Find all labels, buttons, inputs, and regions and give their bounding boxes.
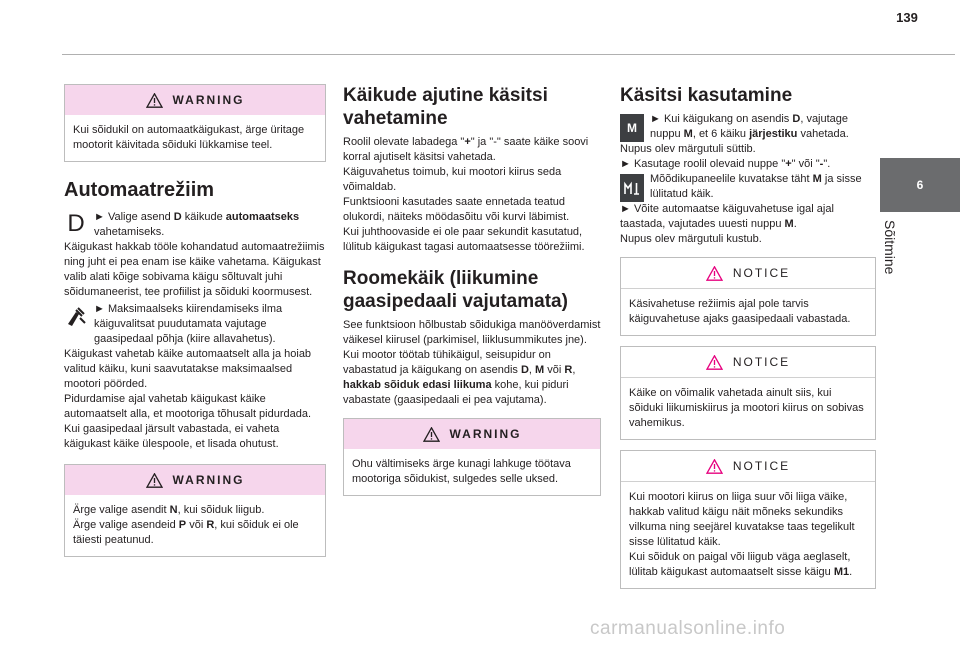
notice-text: Käsivahetuse režiimis ajal pole tarvis käiguvahetuse ajaks gaasipedaali vabastada. [629, 298, 851, 325]
auto-para-4: Käigukast vahetab käike automaatselt alla ja hoiab valitud käiku, kuni saavutatakse maksimaalsed mootori pöörded. [64, 348, 312, 390]
chapter-tab [880, 158, 960, 212]
auto-para-2: Käigukast hakkab tööle kohandatud automaatrežiimis ning juht ei pea enam ise käike vahetama. Käigukast valib alati kõige sobivama käigu sõltuvalt juhi sõidumaneerist, tee profiilist ja sõiduki koormusest. [64, 241, 325, 298]
warning-triangle-icon [146, 473, 163, 488]
auto-para-6: Kui gaasipedaal järsult vabastada, ei vaheta käigukast käike ülespoole, et lisada ohutust. [64, 423, 280, 450]
d-mode-icon: D [67, 210, 85, 237]
warning-header [65, 465, 325, 495]
notice-triangle-icon [706, 459, 723, 474]
warning-box-1 [64, 84, 326, 162]
notice-title: NOTICE [732, 354, 791, 369]
notice-header [621, 451, 875, 482]
notice-triangle-icon [706, 266, 723, 281]
heading-automaatreziim: Automaatrežiim [64, 179, 215, 201]
heading-manual-temporary: Käikude ajutine käsitsi vahetamine [343, 85, 548, 129]
auto-mode-row [64, 210, 326, 240]
manual-row-2 [620, 172, 876, 202]
m-button-icon: M [620, 114, 644, 142]
col3-para-6: Nupus olev märgutuli kustub. [620, 233, 762, 245]
notice-header [621, 347, 875, 378]
col3-para-3: ► Kasutage roolil olevaid nuppe "+" või "-". [620, 158, 831, 170]
notice-box-1 [620, 257, 876, 336]
notice-box-2 [620, 346, 876, 440]
warning-header [65, 85, 325, 115]
warning-text: Ohu vältimiseks ärge kunagi lahkuge töötava mootoriga sõidukist, sulgedes selle uksed. [352, 458, 571, 485]
warning-title: WARNING [172, 92, 245, 107]
notice-title: NOTICE [732, 458, 791, 473]
notice-box-3 [620, 450, 876, 589]
column-1 [64, 84, 326, 557]
col2-para-3: Funktsiooni kasutades saate ennetada teatud olukordi, näiteks möödasõitu või kurvi läbimist. [343, 196, 570, 223]
warning-text: Kui sõidukil on automaatkäigukast, ärge üritage mootorit käivitada sõiduki lükkamise teel. [73, 124, 305, 151]
top-rule [62, 54, 955, 55]
warning-title: WARNING [449, 426, 522, 441]
col3-para-5: ► Võite automaatse käiguvahetuse igal ajal taastada, vajutades uuesti nuppu M. [620, 203, 834, 230]
col2-para-4: Kui juhthoovaside ei ole paar sekundit kasutatud, lülitub käigukast tagasi automaatsesse töörežiimi. [343, 226, 585, 253]
warning-box-2 [64, 464, 326, 557]
column-3 [620, 84, 876, 589]
warning-box-3 [343, 418, 601, 496]
heading-creep: Roomekäik (liikumine gaasipedaali vajutamata) [343, 268, 568, 312]
watermark: carmanualsonline.info [590, 618, 786, 639]
warning-text-2: Ärge valige asendeid P või R, kui sõiduk ei ole täiesti peatunud. [73, 519, 299, 546]
auto-para-3: ► Maksimaalseks kiirendamiseks ilma käiguvalitsat puudutamata vajutage gaasipedaal põhja (kiire allavahetus). [94, 303, 283, 345]
warning-text-1: Ärge valige asendit N, kui sõiduk liigub. [73, 504, 265, 516]
col2-para-5: See funktsioon hõlbustab sõidukiga manööverdamist väikesel kiirusel (parkimisel, liiklusummikutes jne). [343, 319, 601, 346]
warning-title: WARNING [172, 472, 245, 487]
col2-para-2: Käiguvahetus toimub, kui mootori kiirus seda võimaldab. [343, 166, 562, 193]
warning-header [344, 419, 600, 449]
chapter-number: 6 [916, 178, 924, 192]
notice-text: Käike on võimalik vahetada ainult siis, kui sõiduki liikumiskiirus ja mootori kiirus on sobivas vahemikus. [629, 387, 864, 429]
manual-row-1 [620, 112, 876, 142]
col2-para-1: Roolil olevate labadega "+" ja "-" saate käike soovi korral ajutiselt käsitsi vahetada. [343, 136, 589, 163]
kickdown-pedal-icon [64, 304, 88, 328]
notice-text-2: Kui sõiduk on paigal või liigub väga aeglaselt, lülitab käigukast automaatselt sisse käigu M1. [629, 551, 853, 578]
col3-para-4: Mõõdikupaneelile kuvatakse täht M ja sisse lülitatud käik. [650, 173, 862, 200]
col3-para-2: Nupus olev märgutuli süttib. [620, 143, 756, 155]
warning-triangle-icon [423, 427, 440, 442]
warning-triangle-icon [146, 93, 163, 108]
kickdown-row [64, 302, 326, 347]
notice-triangle-icon [706, 355, 723, 370]
notice-header [621, 258, 875, 289]
gear-display-icon [620, 174, 644, 202]
auto-para-5: Pidurdamise ajal vahetab käigukast käike automaatselt alla, et mootoriga tõhusalt pidurdada. [64, 393, 312, 420]
notice-title: NOTICE [732, 265, 791, 280]
notice-text-1: Kui mootori kiirus on liiga suur või liiga väike, hakkab valitud käigu näit mõneks sekundiks vilkuma ning seejärel kuvatakse taas tegelikult sisse lülitatud käik. [629, 491, 855, 548]
auto-para-1: ► Valige asend D käikude automaatseks vahetamiseks. [94, 211, 300, 238]
page-number: 139 [896, 10, 918, 25]
heading-manual-use: Käsitsi kasutamine [620, 85, 793, 106]
column-2 [343, 84, 601, 496]
col3-para-1: ► Kui käigukang on asendis D, vajutage nuppu M, et 6 käiku järjestiku vahetada. [650, 113, 849, 140]
chapter-label: Sõitmine [882, 220, 898, 275]
col2-para-6: Kui mootor töötab tühikäigul, seisupidur on vabastatud ja käigukang on asendis D, M või R, hakkab sõiduk edasi liikuma kohe, kui piduri vabastate (gaasipedaali ei pea vajutama). [343, 349, 576, 406]
